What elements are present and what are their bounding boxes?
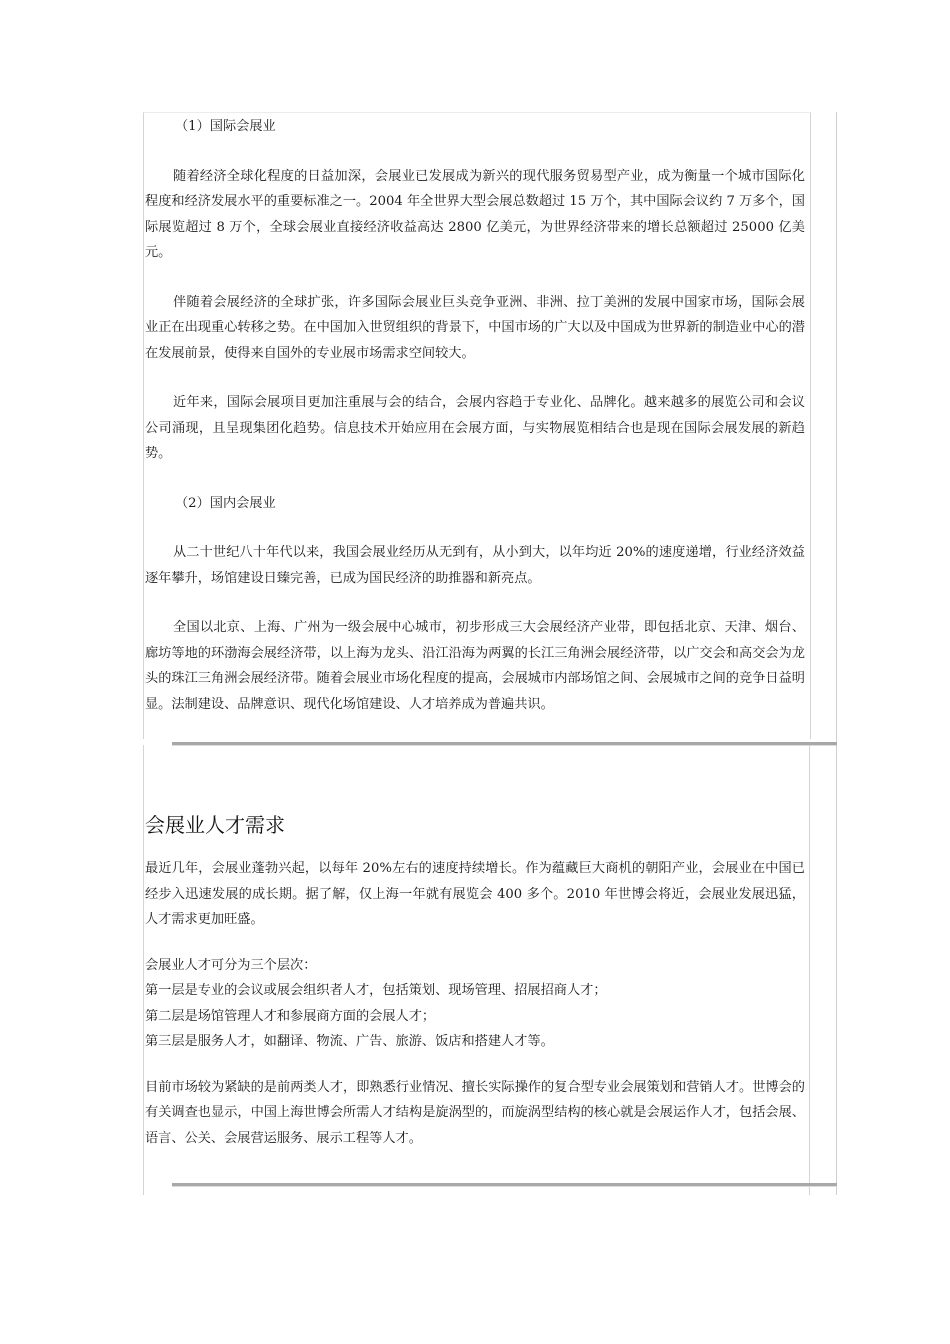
frame-left-border xyxy=(143,745,144,1195)
section-heading: 会展业人才需求 xyxy=(145,813,285,837)
industry-overview xyxy=(145,114,805,717)
level-item: 第三层是服务人才，如翻译、物流、广告、旅游、饭店和搭建人才等。 xyxy=(145,1034,554,1049)
frame-outer-border xyxy=(836,112,837,748)
level-item: 第二层是场馆管理人才和参展商方面的会展人才； xyxy=(145,1008,436,1024)
frame-right-border xyxy=(809,745,810,1195)
horizontal-rule xyxy=(172,742,837,746)
paragraph: 全国以北京、上海、广州为一级会展中心城市，初步形成三大会展经济产业带，即包括北京、天津、烟台、廊坊等地的环渤海会展经济带，以上海为龙头、沿江沿海为两翼的长江三角洲会展经济带，以广交会和高交会为龙头的珠江三角洲会展经济带。随着会展业市场化程度的提高，会展城市内部场馆之间、会展城市之间的竞争日益明显。法制建设、品牌意识、现代化场馆建设、人才培养成为普遍共识。 xyxy=(145,620,805,712)
level-item: 第一层是专业的会议或展会组织者人才，包括策划、现场管理、招展招商人才； xyxy=(145,983,607,998)
paragraph: 近年来，国际会展项目更加注重展与会的结合，会展内容趋于专业化、品牌化。越来越多的展览公司和会议公司涌现，且呈现集团化趋势。信息技术开始应用在会展方面，与实物展览相结合也是现在国际会展发展的新趋势。 xyxy=(145,395,805,461)
frame-outer-border xyxy=(836,745,837,1195)
paragraph: 从二十世纪八十年代以来，我国会展业经历从无到有，从小到大，以年均近 20%的速度递增，行业经济效益逐年攀升，场馆建设日臻完善，已成为国民经济的助推器和新亮点。 xyxy=(145,545,805,586)
horizontal-rule xyxy=(172,1183,837,1187)
talent-demand-section xyxy=(145,810,805,1151)
paragraph: 目前市场较为紧缺的是前两类人才，即熟悉行业情况、擅长实际操作的复合型专业会展策划和营销人才。世博会的有关调查也显示，中国上海世博会所需人才结构是旋涡型的，而旋涡型结构的核心就是会展运作人才，包括会展、语言、公关、会展营运服务、展示工程等人才。 xyxy=(145,1079,805,1146)
paragraph: 最近几年，会展业蓬勃兴起，以每年 20%左右的速度持续增长。作为蕴藏巨大商机的朝阳产业，会展业在中国已经步入迅速发展的成长期。据了解，仅上海一年就有展览会 400 多个。2010 年世博会将近，会展业发展迅猛，人才需求更加旺盛。 xyxy=(145,861,805,927)
subheading-domestic: （2）国内会展业 xyxy=(175,495,276,511)
levels-title: 会展业人才可分为三个层次： xyxy=(145,957,317,973)
paragraph: 随着经济全球化程度的日益加深，会展业已发展成为新兴的现代服务贸易型产业，成为衡量一个城市国际化程度和经济发展水平的重要标准之一。2004 年全世界大型会展总数超过 15 万个，其中国际会议约 7 万多个，国际展览超过 8 万个，全球会展业直接经济收益高达 2800 亿美元，为世界经济带来的增长总额超过 25000 亿美元。 xyxy=(145,168,805,260)
subheading-international: （1）国际会展业 xyxy=(175,119,276,134)
paragraph: 伴随着会展经济的全球扩张，许多国际会展业巨头竞争亚洲、非洲、拉丁美洲的发展中国家市场，国际会展业正在出现重心转移之势。在中国加入世贸组织的背景下，中国市场的广大以及中国成为世界新的制造业中心的潜在发展前景，使得来自国外的专业展市场需求空间较大。 xyxy=(145,294,805,361)
